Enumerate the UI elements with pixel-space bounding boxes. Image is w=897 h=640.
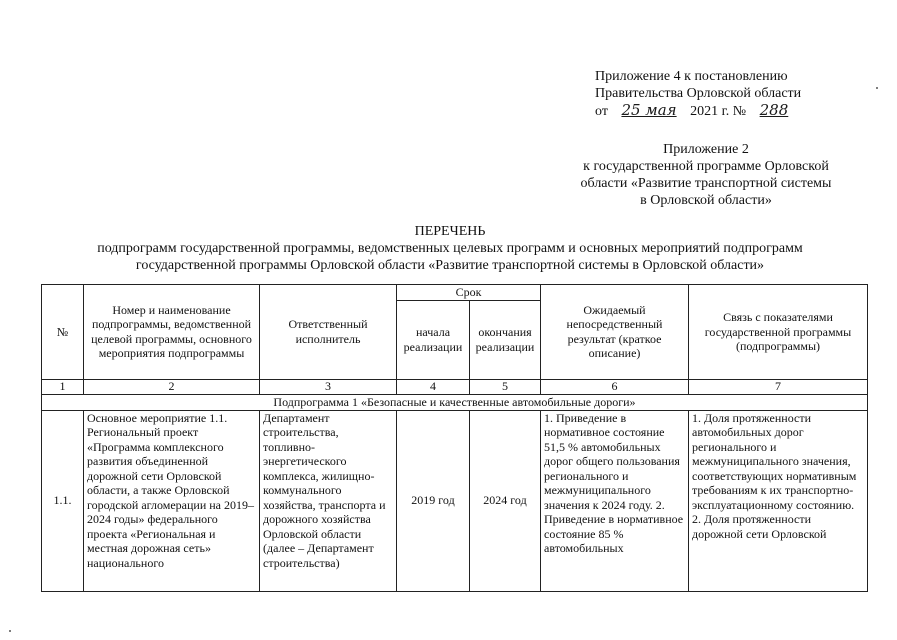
row-end: 2024 год xyxy=(470,410,541,591)
row-num: 1.1. xyxy=(42,410,84,591)
row-name: Основное мероприятие 1.1. Региональный проект «Программа комплексного развития объединенной дорожной сети Орловской области, а также Орловской городской агломерации на 2019–2024 годы» федерального проекта «Региональная и местная дорожная сеть» национального xyxy=(87,410,255,570)
header-start: начала реализации xyxy=(397,300,470,379)
handwritten-number: 288 xyxy=(759,101,789,119)
title-line2: государственной программы Орловской области «Развитие транспортной системы в Орловской области» xyxy=(135,258,765,273)
row-start: 2019 год xyxy=(397,410,470,591)
header-link: Связь с показателями государственной программы (подпрограммы) xyxy=(689,285,868,380)
column-number: 1 xyxy=(42,379,84,394)
row-executor: Департамент строительства, топливно-энергетического комплекса, жилищно-коммунального хозяйства, транспорта и дорожного хозяйства Орловской области (далее – Департамент строительства) xyxy=(263,410,386,570)
row-name-cell xyxy=(84,410,260,591)
document-title xyxy=(40,223,860,274)
column-number-row xyxy=(42,379,868,394)
scan-speck xyxy=(9,630,11,632)
header-name: Номер и наименование подпрограммы, ведомственной целевой программы, основного мероприятия подпрограммы xyxy=(84,285,260,380)
attachment-4-line2: Правительства Орловской области xyxy=(595,86,802,101)
attachment-2-line3: области «Развитие транспортной системы xyxy=(580,176,832,191)
row-link: 1. Доля протяженности автомобильных дорог регионального и межмуниципального значения, соответствующих нормативным требованиям к их транспортно-эксплуатационному состоянию. 2. Доля протяженности дорожной сети Орловской xyxy=(692,410,857,541)
column-number: 4 xyxy=(397,379,470,394)
attachment-2-line4: в Орловской области» xyxy=(640,193,772,208)
attachment-2-line2: к государственной программе Орловской xyxy=(583,159,829,174)
programs-table xyxy=(41,284,868,592)
row-executor-cell xyxy=(260,410,397,591)
date-prefix: от xyxy=(595,104,608,119)
column-number: 7 xyxy=(689,379,868,394)
header-result: Ожидаемый непосредственный результат (краткое описание) xyxy=(541,285,689,380)
column-number: 6 xyxy=(541,379,689,394)
attachment-4-line1: Приложение 4 к постановлению xyxy=(595,69,788,84)
column-number: 5 xyxy=(470,379,541,394)
attachment-2-block xyxy=(560,141,852,209)
year-number-label: 2021 г. № xyxy=(690,104,747,119)
row-result: 1. Приведение в нормативное состояние 51,5 % автомобильных дорог общего пользования регионального и межмуниципального значения к 2024 году. 2. Приведение в нормативное состояние 85 % автомобильных xyxy=(544,410,684,555)
handwritten-date: 25 мая xyxy=(621,101,677,119)
attachment-4-date-line xyxy=(595,102,801,120)
header-end: окончания реализации xyxy=(470,300,541,379)
table-row xyxy=(42,410,868,591)
title-line1: подпрограмм государственной программы, ведомственных целевых программ и основных мероприятий подпрограмм xyxy=(97,241,803,256)
header-num: № xyxy=(42,285,84,380)
row-result-cell xyxy=(541,410,689,591)
header-term: Срок xyxy=(397,285,541,301)
subprogram-title: Подпрограмма 1 «Безопасные и качественные автомобильные дороги» xyxy=(42,394,868,410)
column-number: 3 xyxy=(260,379,397,394)
attachment-4-block xyxy=(595,68,801,120)
column-number: 2 xyxy=(84,379,260,394)
header-executor: Ответственный исполнитель xyxy=(260,285,397,380)
row-link-cell xyxy=(689,410,868,591)
attachment-2-line1: Приложение 2 xyxy=(663,142,749,157)
subprogram-row xyxy=(42,394,868,410)
title-heading: ПЕРЕЧЕНЬ xyxy=(414,224,486,239)
scan-speck xyxy=(876,87,878,89)
